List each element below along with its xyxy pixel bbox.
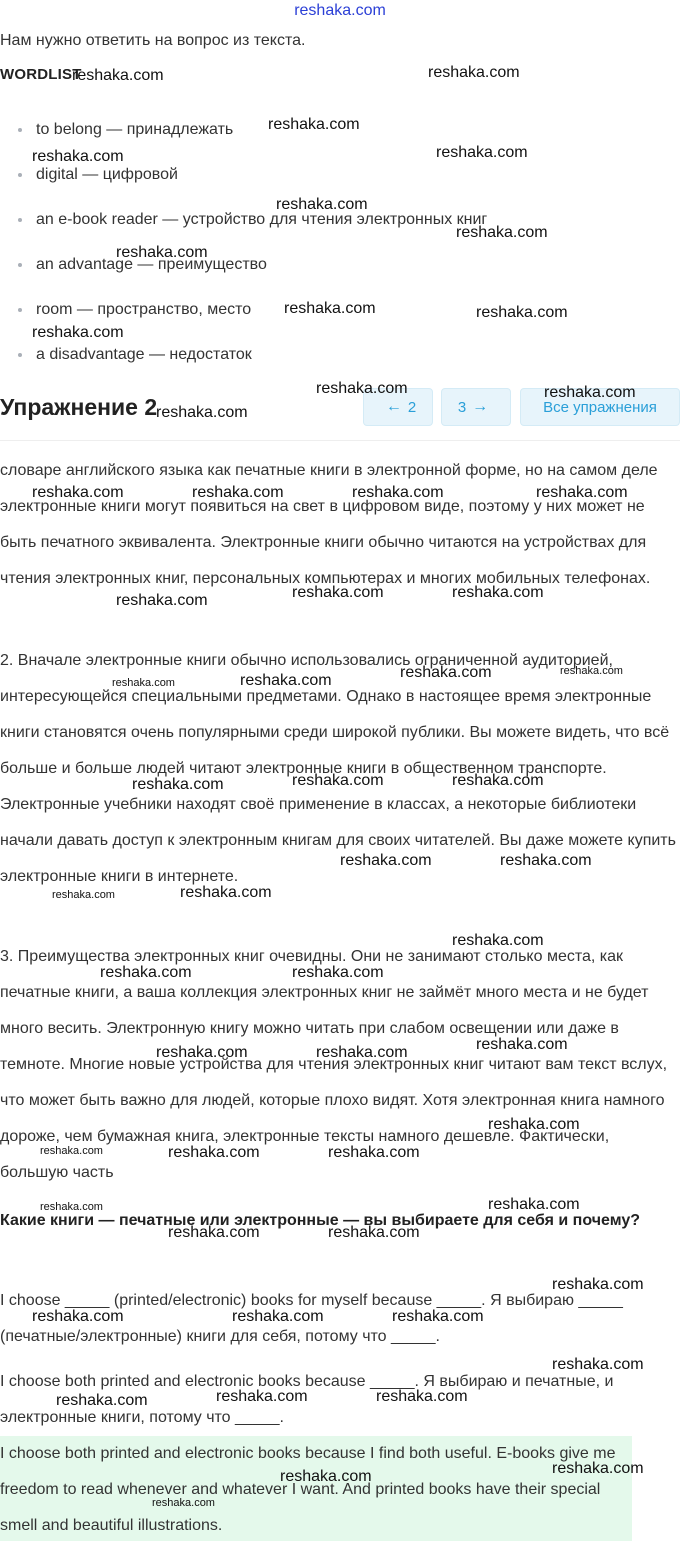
watermark: reshaka.com (284, 300, 376, 317)
watermark: reshaka.com (436, 144, 528, 161)
watermark: reshaka.com (112, 677, 175, 689)
watermark: reshaka.com (192, 484, 284, 501)
watermark: reshaka.com (116, 244, 208, 261)
watermark: reshaka.com (488, 1116, 580, 1133)
watermark: reshaka.com (72, 67, 164, 84)
divider (0, 440, 680, 441)
wordlist-title: WORDLIST (0, 66, 82, 83)
bullet-icon (18, 353, 22, 357)
watermark: reshaka.com (400, 664, 492, 681)
arrow-left-icon: ← (385, 398, 402, 415)
watermark: reshaka.com (276, 196, 368, 213)
wordlist-item: an advantage — преимущество (18, 256, 267, 274)
watermark: reshaka.com (216, 1388, 308, 1405)
wordlist-item: digital — цифровой (18, 166, 178, 184)
watermark: reshaka.com (232, 1308, 324, 1325)
answer-box (0, 1436, 632, 1541)
watermark: reshaka.com (168, 1144, 260, 1161)
bullet-icon (18, 308, 22, 312)
watermark: reshaka.com (428, 64, 520, 81)
watermark: reshaka.com (280, 1468, 372, 1485)
watermark: reshaka.com (476, 1036, 568, 1053)
watermark: reshaka.com (552, 1276, 644, 1293)
text-paragraph-2: 2. Вначале электронные книги обычно использовались ограниченной аудиторией, интересующейся специальными предметами. Однако в настоящее время электронные книги становятся очень популярными среди широкой публики. Вы можете видеть, что всё больше и больше людей читают электронные книги в общественном транспорте. Электронные учебники находят своё применение в классах, а некоторые библиотеки начали давать доступ к электронным книгам для своих читателей. Вы даже можете купить электронные книги в интернете. (0, 652, 676, 885)
watermark: reshaka.com (156, 1044, 248, 1061)
bullet-icon (18, 173, 22, 177)
watermark: reshaka.com (316, 380, 408, 397)
prev-exercise-button[interactable]: ← 2 (363, 388, 433, 426)
all-exercises-button[interactable]: Все упражнения (520, 388, 680, 426)
site-link[interactable]: reshaka.com (294, 2, 386, 19)
watermark: reshaka.com (52, 889, 115, 901)
wordlist-item: an e-book reader — устройство для чтения электронных книг (18, 211, 487, 229)
watermark: reshaka.com (156, 404, 248, 421)
watermark: reshaka.com (292, 584, 384, 601)
exercise-title: Упражнение 2 (0, 394, 158, 420)
watermark: reshaka.com (100, 964, 192, 981)
text-paragraph-1: словаре английского языка как печатные книги в электронной форме, но на самом деле электронные книги могут появиться на свет в цифровом виде, поэтому у них может не быть печатного эквивалента. Электронные книги обычно читаются на устройствах для чтения электронных книг, персональных компьютерах и многих мобильных телефонах. (0, 462, 658, 587)
question-text: Какие книги — печатные или электронные — вы выбираете для себя и почему? (0, 1212, 640, 1229)
watermark: reshaka.com (488, 1196, 580, 1213)
intro-text: Нам нужно ответить на вопрос из текста. (0, 32, 306, 49)
watermark: reshaka.com (328, 1144, 420, 1161)
watermark: reshaka.com (340, 852, 432, 869)
watermark: reshaka.com (32, 484, 124, 501)
bullet-icon (18, 218, 22, 222)
watermark: reshaka.com (392, 1308, 484, 1325)
watermark: reshaka.com (352, 484, 444, 501)
watermark: reshaka.com (452, 772, 544, 789)
text-paragraph-3: 3. Преимущества электронных книг очевидны. Они не занимают столько места, как печатные книги, а ваша коллекция электронных книг не займёт много места и не будет много весить. Электронную книгу можно читать при слабом освещении или даже в темноте. Многие новые устройства для чтения электронных книг читают вам текст вслух, что может быть важно для людей, которые плохо видят. Хотя электронная книга намного дороже, чем бумажная книга, электронные тексты намного дешевле. Фактически, большую часть (0, 948, 668, 1181)
watermark: reshaka.com (544, 384, 636, 401)
watermark: reshaka.com (376, 1388, 468, 1405)
watermark: reshaka.com (168, 1224, 260, 1241)
watermark: reshaka.com (316, 1044, 408, 1061)
watermark: reshaka.com (536, 484, 628, 501)
next-exercise-button[interactable]: 3 → (441, 388, 511, 426)
watermark: reshaka.com (32, 1308, 124, 1325)
watermark: reshaka.com (180, 884, 272, 901)
watermark: reshaka.com (240, 672, 332, 689)
answer-template-2: I choose both printed and electronic books because _____. Я выбираю и печатные, и электронные книги, потому что _____. (0, 1373, 614, 1426)
watermark: reshaka.com (32, 324, 124, 341)
answer-text: I choose both printed and electronic books because I find both useful. E-books give me freedom to read whenever and whatever I want. And printed books have their special smell and beautiful illustrations. (0, 1445, 616, 1534)
watermark: reshaka.com (56, 1392, 148, 1409)
arrow-right-icon: → (472, 398, 489, 415)
watermark: reshaka.com (40, 1201, 103, 1213)
wordlist-item: a disadvantage — недостаток (18, 346, 252, 364)
watermark: reshaka.com (500, 852, 592, 869)
watermark: reshaka.com (452, 584, 544, 601)
watermark: reshaka.com (292, 964, 384, 981)
watermark: reshaka.com (152, 1497, 215, 1509)
watermark: reshaka.com (456, 224, 548, 241)
watermark: reshaka.com (328, 1224, 420, 1241)
watermark: reshaka.com (292, 772, 384, 789)
watermark: reshaka.com (560, 665, 623, 677)
watermark: reshaka.com (552, 1356, 644, 1373)
wordlist-item: to belong — принадлежать (18, 121, 233, 139)
watermark: reshaka.com (452, 932, 544, 949)
wordlist-item: room — пространство, место (18, 301, 251, 319)
watermark: reshaka.com (552, 1460, 644, 1477)
watermark: reshaka.com (476, 304, 568, 321)
watermark: reshaka.com (116, 592, 208, 609)
bullet-icon (18, 263, 22, 267)
watermark: reshaka.com (32, 148, 124, 165)
watermark: reshaka.com (132, 776, 224, 793)
watermark: reshaka.com (268, 116, 360, 133)
answer-template-1: I choose _____ (printed/electronic) books for myself because _____. Я выбираю _____ (печатные/электронные) книги для себя, потому что _____. (0, 1292, 623, 1345)
bullet-icon (18, 128, 22, 132)
watermark: reshaka.com (40, 1145, 103, 1157)
